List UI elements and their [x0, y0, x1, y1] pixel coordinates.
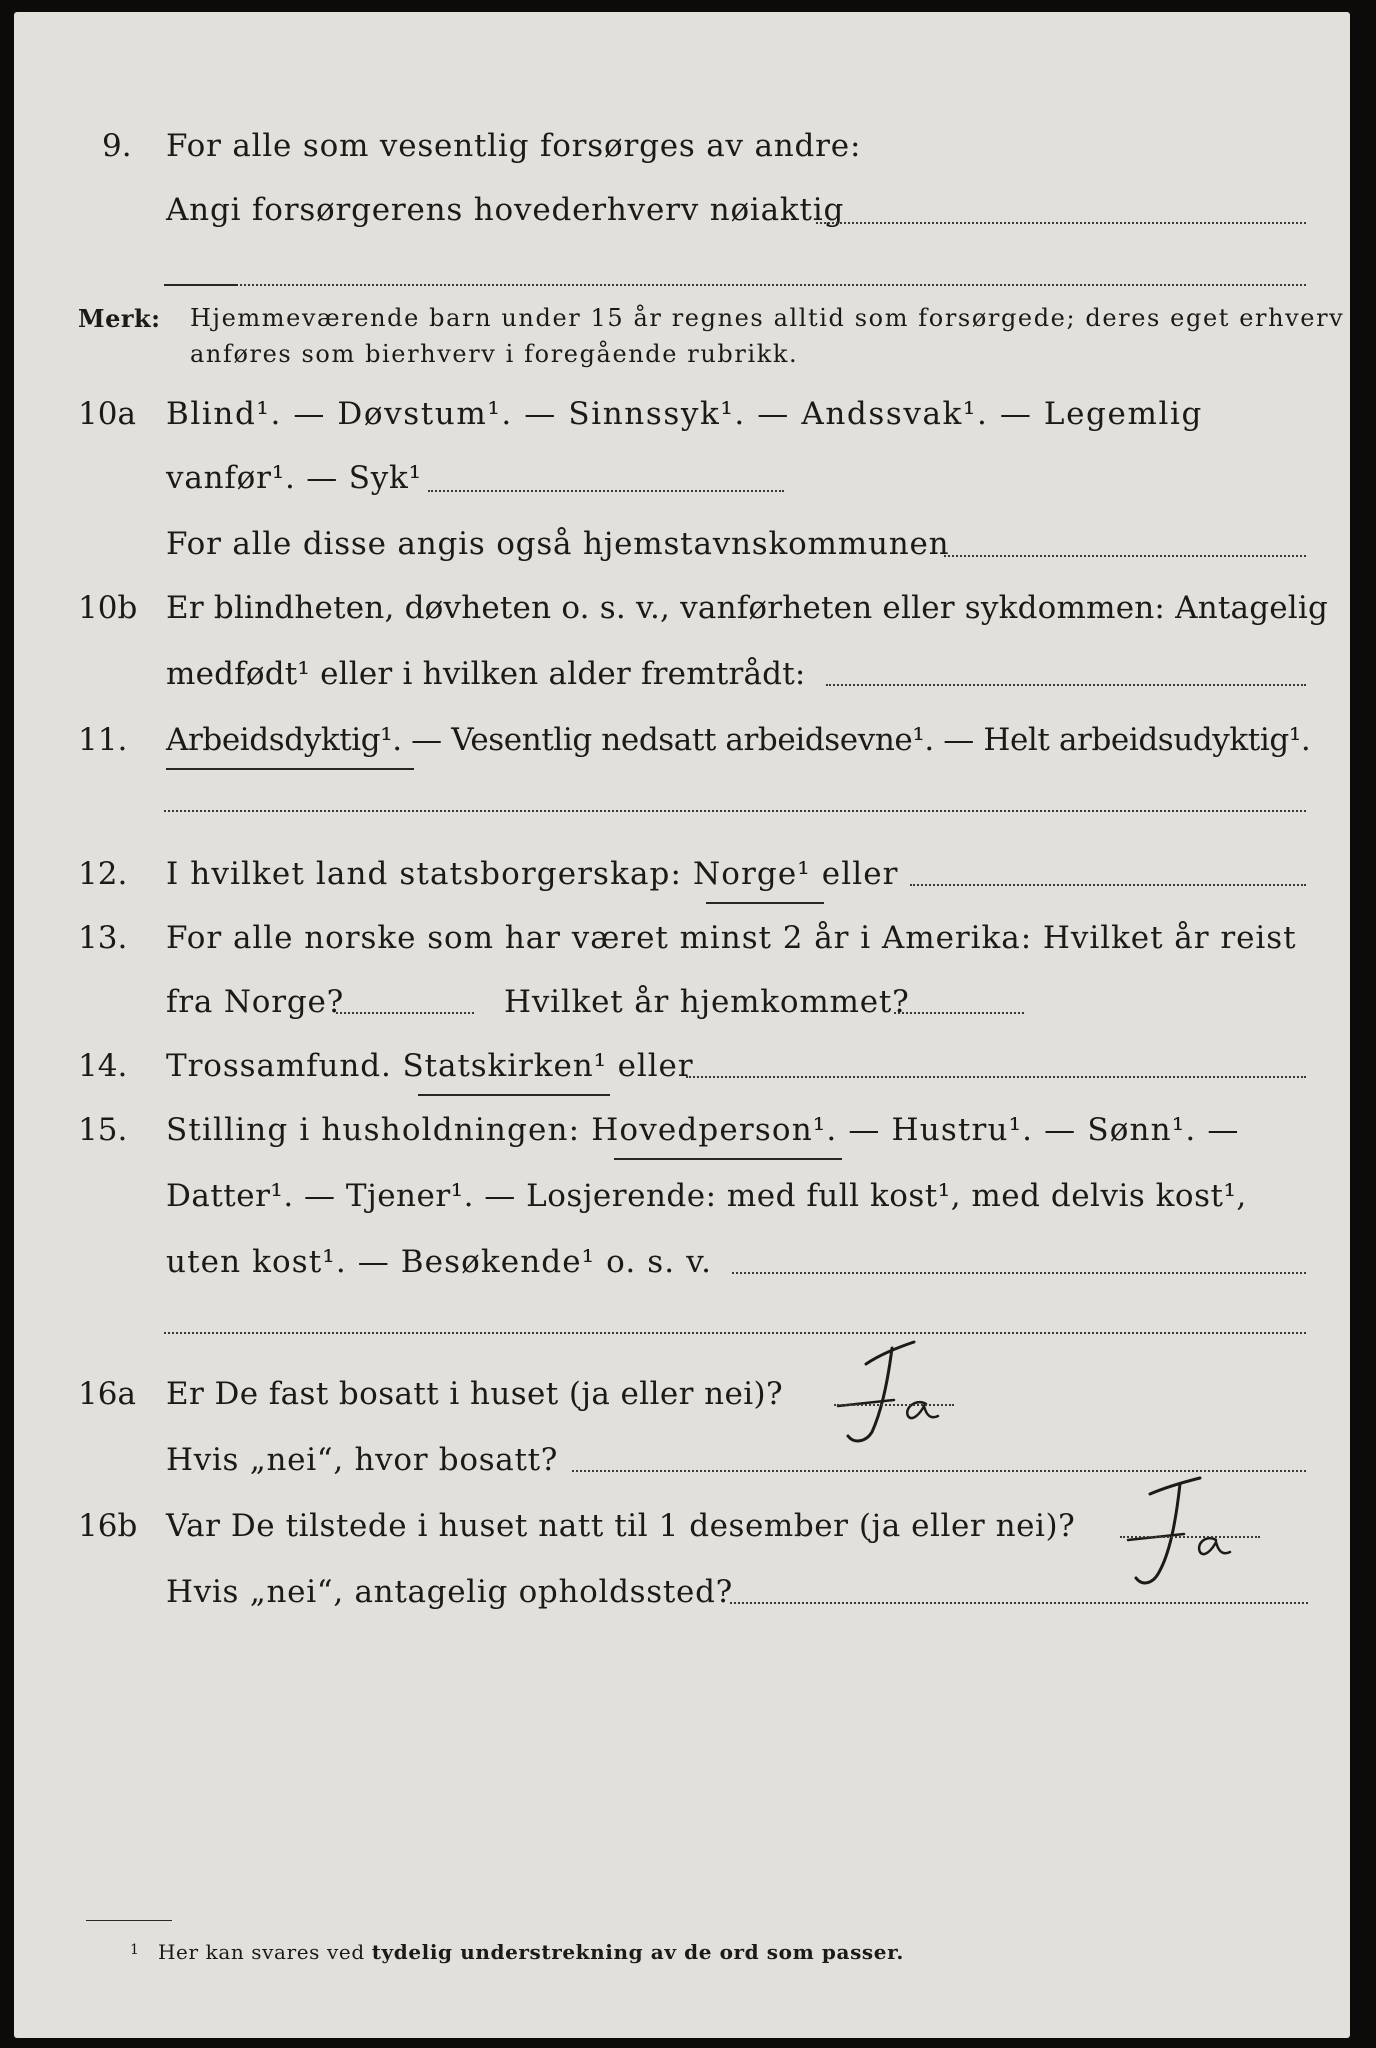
q16a-line2: Hvis „nei“, hvor bosatt?	[166, 1442, 559, 1478]
q10a-number: 10a	[78, 396, 136, 432]
q10a-line2: vanfør¹. — Syk¹	[166, 460, 422, 496]
q11-handwritten-underline	[166, 768, 414, 770]
q16b-location-line	[730, 1602, 1308, 1604]
q13-line2a: fra Norge?	[166, 984, 345, 1020]
q12-answer-line	[910, 884, 1306, 886]
q14-line1: Trossamfund. Statskirken¹ eller	[166, 1048, 694, 1084]
q16b-number: 16b	[78, 1508, 138, 1544]
q11-number: 11.	[78, 722, 128, 758]
merk-line1: Hjemmeværende barn under 15 år regnes alltid som forsørgede; deres eget erhverv	[190, 304, 1345, 332]
q11-line1: Arbeidsdyktig¹. — Vesentlig nedsatt arbeidsevne¹. — Helt arbeidsudyktig¹.	[166, 722, 1311, 758]
q12-number: 12.	[78, 856, 128, 892]
footnote-rule	[86, 1920, 172, 1921]
q10a-hometown-line	[944, 555, 1306, 557]
q16b-line1: Var De tilstede i huset natt til 1 desember (ja eller nei)?	[166, 1508, 1076, 1544]
q16b-handwritten-answer	[1096, 1470, 1256, 1610]
q13-departure-line	[336, 1012, 474, 1014]
merk-label: Merk:	[78, 304, 161, 333]
q15-handwritten-underline	[614, 1158, 842, 1160]
q15-line1: Stilling i husholdningen: Hovedperson¹. — Hustru¹. — Sønn¹. —	[166, 1112, 1240, 1148]
q16b-line2: Hvis „nei“, antagelig opholdssted?	[166, 1574, 733, 1610]
q10a-line3: For alle disse angis også hjemstavnskommunen	[166, 526, 950, 562]
q14-answer-line	[686, 1076, 1306, 1078]
q14-handwritten-underline	[418, 1094, 610, 1096]
q16a-number: 16a	[78, 1376, 136, 1412]
q10b-answer-line	[826, 684, 1306, 686]
q13-line1: For alle norske som har været minst 2 år i Amerika: Hvilket år reist	[166, 920, 1297, 956]
q11-answer-line	[164, 810, 1306, 812]
q16b-answer-line	[1120, 1536, 1260, 1538]
q14-number: 14.	[78, 1048, 128, 1084]
q9-line1: For alle som vesentlig forsørges av andre:	[166, 128, 862, 164]
q12-line1: I hvilket land statsborgerskap: Norge¹ eller	[166, 856, 899, 892]
q10a-line1: Blind¹. — Døvstum¹. — Sinnssyk¹. — Andssvak¹. — Legemlig	[166, 396, 1203, 432]
q9-answer-line	[816, 222, 1306, 224]
q16a-line1: Er De fast bosatt i huset (ja eller nei)?	[166, 1376, 784, 1412]
q16a-handwritten-answer	[808, 1332, 958, 1462]
q9-underline	[164, 284, 238, 286]
q13-number: 13.	[78, 920, 128, 956]
q10b-line2: medfødt¹ eller i hvilken alder fremtrådt:	[166, 656, 806, 692]
census-form-page	[14, 12, 1350, 2038]
q15-line3: uten kost¹. — Besøkende¹ o. s. v.	[166, 1244, 713, 1280]
merk-note	[78, 304, 160, 333]
q13-return-line	[894, 1012, 1024, 1014]
footnote-text-bold: tydelig understrekning av de ord som passer.	[371, 1940, 904, 1964]
q9-line2: Angi forsørgerens hovederhverv nøiaktig	[166, 192, 845, 228]
q13-line2b: Hvilket år hjemkommet?	[504, 984, 910, 1020]
q12-handwritten-underline	[706, 902, 824, 904]
q10b-number: 10b	[78, 590, 138, 626]
footnote-text: Her kan svares ved	[158, 1940, 365, 1964]
q15-answer-line	[732, 1272, 1306, 1274]
q15-line2: Datter¹. — Tjener¹. — Losjerende: med full kost¹, med delvis kost¹,	[166, 1178, 1247, 1214]
merk-line2: anføres som bierhverv i foregående rubrikk.	[190, 340, 799, 368]
q9-answer-line-2	[164, 284, 1306, 286]
q10a-answer-line	[428, 490, 784, 492]
footnote-mark: 1	[130, 1942, 140, 1958]
q15-answer-line-2	[164, 1332, 1306, 1334]
q16a-answer-line	[834, 1404, 954, 1406]
q15-number: 15.	[78, 1112, 128, 1148]
q9-number: 9.	[102, 128, 132, 164]
q10b-line1: Er blindheten, døvheten o. s. v., vanførheten eller sykdommen: Antagelig	[166, 590, 1329, 626]
footnote	[158, 1940, 904, 1964]
